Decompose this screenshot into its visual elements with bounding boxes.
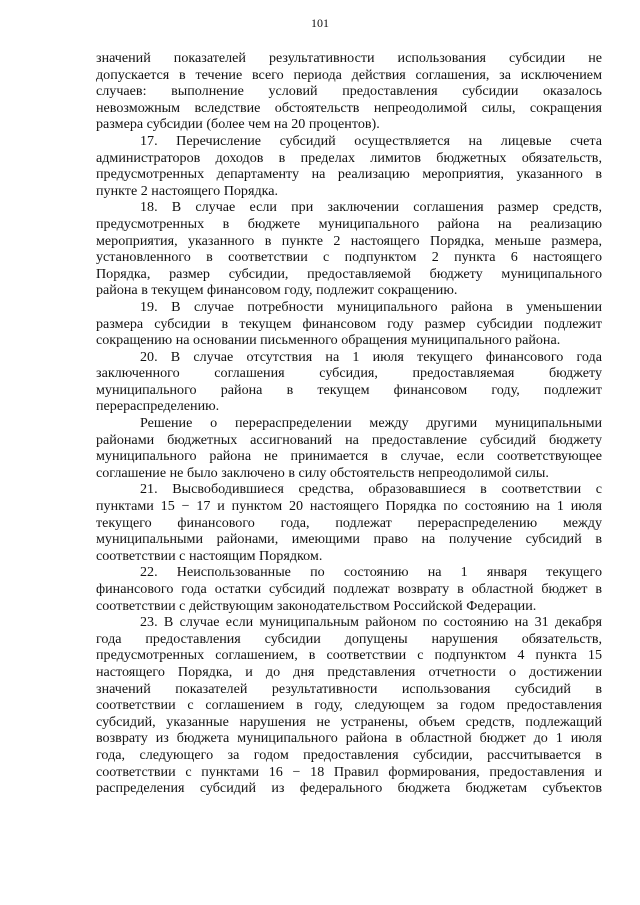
text-line: предусмотренных соглашением, в соответствии с подпунктом 4 пункта 15 xyxy=(96,647,602,664)
text-line: района в текущем финансовом году, подлежит сокращению. xyxy=(96,282,458,299)
text-line: соответствии с пунктами 16 − 18 Правил формирования, предоставления и xyxy=(96,763,602,780)
text-line: 20. В случае отсутствия на 1 июля текущего финансового года xyxy=(140,348,602,365)
text-line: размера субсидии (более чем на 20 процентов). xyxy=(96,116,380,133)
text-line: текущего финансового года, подлежат перераспределению между xyxy=(96,514,602,531)
text-line: 23. В случае если муниципальным районом по состоянию на 31 декабря xyxy=(140,614,602,631)
text-line: допускается в течение всего периода действия соглашения, за исключением xyxy=(96,66,602,83)
text-line: предусмотренных департаменту на реализацию мероприятия, указанного в xyxy=(96,166,602,183)
text-line: Решение о перераспределении между другими муниципальными xyxy=(140,415,602,432)
text-line: невозможным вследствие обстоятельств непреодолимой силы, сокращения xyxy=(96,99,602,116)
document-body xyxy=(96,50,602,797)
text-line: перераспределению. xyxy=(96,398,220,415)
text-line: предусмотренных в бюджете муниципального района на реализацию xyxy=(96,215,602,232)
text-line: настоящего Порядка, и до дня представления отчетности о достижении xyxy=(96,663,602,680)
text-line: 21. Высвободившиеся средства, образовавшиеся в соответствии с xyxy=(140,481,602,498)
text-line: пунктами 15 − 17 и пунктом 20 настоящего Порядка по состоянию на 1 июля xyxy=(96,498,602,515)
text-line: распределения субсидий из федерального бюджета бюджетам субъектов xyxy=(96,780,602,797)
text-line: районами бюджетных ассигнований на предоставление субсидий бюджету xyxy=(96,431,602,448)
text-line: муниципального района не принимается в случае, если соответствующее xyxy=(96,448,602,465)
text-line: 18. В случае если при заключении соглашения размер средств, xyxy=(140,199,602,216)
text-line: соответствии с настоящим Порядком. xyxy=(96,547,323,564)
text-line: случаев: выполнение условий предоставления субсидии оказалось xyxy=(96,83,602,100)
text-line: установленного в соответствии с подпунктом 2 пункта 6 настоящего xyxy=(96,249,602,266)
text-line: возврату из бюджета муниципального района в областной бюджет до 1 июля xyxy=(96,730,602,747)
text-line: года предоставления субсидии допущены нарушения обязательств, xyxy=(96,630,602,647)
text-line: мероприятия, указанного в пункте 2 настоящего Порядка, меньше размера, xyxy=(96,232,602,249)
text-line: заключенного соглашения субсидия, предоставляемая бюджету xyxy=(96,365,602,382)
text-line: 22. Неиспользованные по состоянию на 1 января текущего xyxy=(140,564,602,581)
text-line: размера субсидии в текущем финансовом году размер субсидии подлежит xyxy=(96,315,602,332)
text-line: финансового года остатки субсидий подлежат возврату в областной бюджет в xyxy=(96,581,602,597)
text-line: 17. Перечисление субсидий осуществляется на лицевые счета xyxy=(140,132,602,149)
text-line: 19. В случае потребности муниципального района в уменьшении xyxy=(140,298,602,315)
page-number: 101 xyxy=(311,16,329,30)
text-line: Порядка, размер субсидии, предоставляемой бюджету муниципального xyxy=(96,265,602,282)
text-line: муниципальными районами, имеющими право на получение субсидий в xyxy=(96,531,602,548)
text-line: года, следующего за годом предоставления субсидии, рассчитывается в xyxy=(96,746,602,763)
text-line: соответствии с соглашением в году, следующем за годом предоставления xyxy=(96,697,602,714)
text-line: соглашение не было заключено в силу обстоятельств непреодолимой силы. xyxy=(96,464,549,481)
text-line: администраторов доходов в пределах лимитов бюджетных обязательств, xyxy=(96,149,602,166)
text-line: значений показателей результативности использования субсидий в xyxy=(96,680,602,697)
text-line: соответствии с действующим законодательством Российской Федерации. xyxy=(96,597,537,614)
text-line: пункте 2 настоящего Порядка. xyxy=(96,182,279,199)
text-line: субсидий, указанные нарушения не устранены, объем средств, подлежащий xyxy=(96,713,602,730)
text-line: сокращению на основании письменного обращения муниципального района. xyxy=(96,332,561,349)
text-line: значений показателей результативности использования субсидии не xyxy=(96,50,602,66)
text-line: муниципального района в текущем финансовом году, подлежит xyxy=(96,381,602,398)
